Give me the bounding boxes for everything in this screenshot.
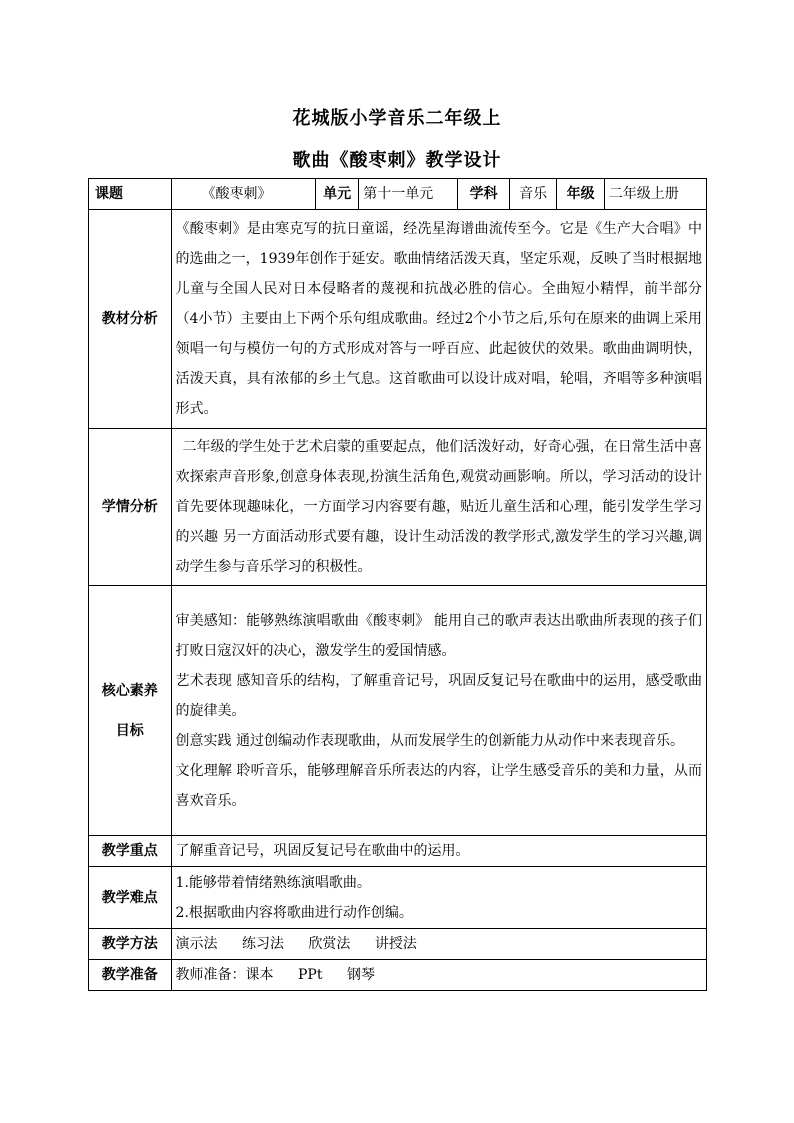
textbook-analysis-row — [89, 210, 707, 429]
header-row — [89, 179, 707, 210]
subject-label: 学科 — [458, 179, 510, 210]
student-analysis-cell — [171, 429, 706, 586]
core-goals-label-line1: 核心素养 — [101, 682, 158, 699]
core-goal-item: 创意实践 通过创编动作表现歌曲，从而发展学生的创新能力从动作中来表现音乐。 — [175, 732, 684, 749]
lesson-plan-table — [88, 178, 707, 991]
textbook-analysis-cell — [171, 210, 706, 429]
preparation-label: 教学准备 — [89, 960, 172, 991]
subject-value: 音乐 — [509, 179, 556, 210]
preparation-item: PPt — [297, 967, 323, 983]
preparation-item: 教师准备：课本 — [175, 967, 274, 983]
key-points-row — [89, 836, 707, 867]
textbook-analysis-text: 《酸枣刺》是由寒克写的抗日童谣，经冼星海谱曲流传至今。它是《生产大合唱》中的选曲之一，1939年创作于延安。歌曲情绪活泼天真，坚定乐观，反映了当时根据地儿童与全国人民对日本侵略者的蔑视和抗战必胜的信心。全曲短小精悍，前半部分（4小节）主要由上下两个乐句组成歌曲。经过2个小节之后,乐句在原来的曲调上采用领唱一句与模仿一句的方式形成对答与一呼百应、此起彼伏的效果。歌曲曲调明快，活泼天真，具有浓郁的乡土气息。这首歌曲可以设计成对唱，轮唱，齐唱等多种演唱形式。 — [175, 221, 702, 417]
topic-label: 课题 — [89, 179, 172, 210]
document-title: 花城版小学音乐二年级上 — [292, 108, 502, 129]
methods-label: 教学方法 — [89, 929, 172, 960]
methods-cell — [171, 929, 706, 960]
difficulty-item: 1.能够带着情绪熟练演唱歌曲。 — [175, 874, 371, 891]
preparation-cell — [171, 960, 706, 991]
methods-row — [89, 929, 707, 960]
core-goal-item: 艺术表现 感知音乐的结构，了解重音记号，巩固反复记号在歌曲中的运用，感受歌曲的旋律美。 — [175, 672, 702, 719]
student-analysis-text: 二年级的学生处于艺术启蒙的重要起点，他们活泼好动，好奇心强，在日常生活中喜欢探索声音形象,创意身体表现,扮演生活角色,观赏动画影响。所以，学习活动的设计首先要体现趣味化，一方面学习内容要有趣，贴近儿童生活和心理，能引发学生学习的兴趣 另一方面活动形式要有趣，设计生动活泼的教学形式,激发学生的学习兴趣,调动学生参与音乐学习的积极性。 — [175, 439, 702, 575]
method-item: 欣赏法 — [308, 936, 351, 952]
unit-value: 第十一单元 — [359, 179, 458, 210]
method-item: 讲授法 — [374, 936, 417, 952]
textbook-analysis-label: 教材分析 — [89, 210, 172, 429]
core-goal-item: 文化理解 聆听音乐，能够理解音乐所表达的内容，让学生感受音乐的美和力量，从而喜欢音乐。 — [175, 762, 702, 809]
preparation-item: 钢琴 — [346, 967, 375, 983]
core-goals-label-cell — [89, 586, 172, 836]
student-analysis-row — [89, 429, 707, 586]
core-goals-cell — [171, 586, 706, 836]
method-item: 演示法 — [175, 936, 218, 952]
core-goal-item: 审美感知：能够熟练演唱歌曲《酸枣刺》 能用自己的歌声表达出歌曲所表现的孩子们打败日寇汉奸的决心，激发学生的爱国情感。 — [175, 612, 702, 659]
grade-label: 年级 — [557, 179, 604, 210]
core-goals-label-line2: 目标 — [115, 722, 144, 739]
core-goals-row — [89, 586, 707, 836]
difficulties-row — [89, 867, 707, 929]
student-analysis-label: 学情分析 — [89, 429, 172, 586]
preparation-row — [89, 960, 707, 991]
difficulty-item: 2.根据歌曲内容将歌曲进行动作创编。 — [175, 904, 413, 921]
topic-value: 《酸枣刺》 — [171, 179, 315, 210]
difficulties-cell — [171, 867, 706, 929]
difficulties-label: 教学难点 — [89, 867, 172, 929]
key-points-text: 了解重音记号，巩固反复记号在歌曲中的运用。 — [171, 836, 706, 867]
method-item: 练习法 — [241, 936, 284, 952]
unit-label: 单元 — [315, 179, 358, 210]
key-points-label: 教学重点 — [89, 836, 172, 867]
document-subtitle: 歌曲《酸枣刺》教学设计 — [292, 150, 502, 171]
grade-value: 二年级上册 — [604, 179, 706, 210]
